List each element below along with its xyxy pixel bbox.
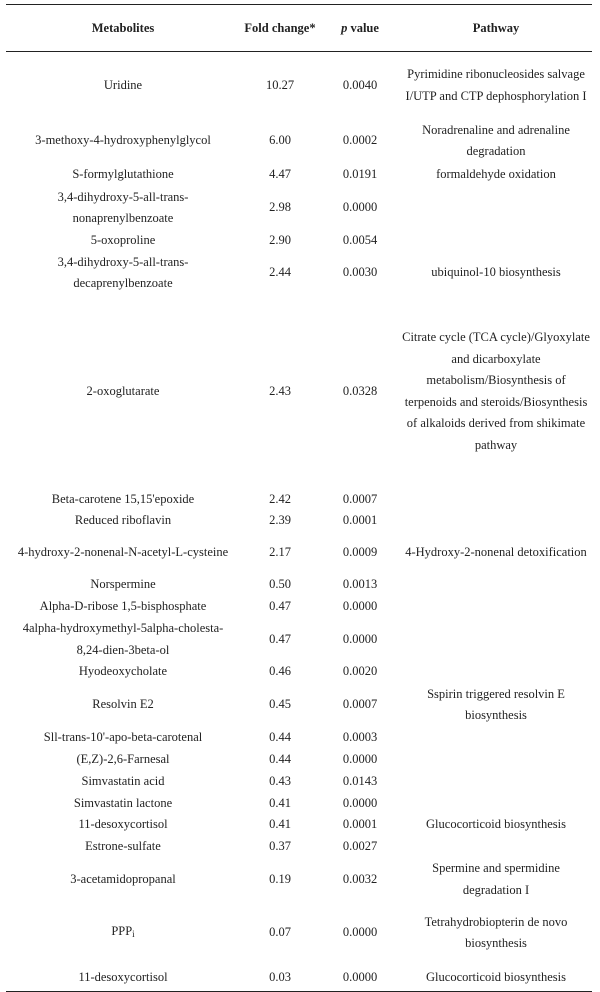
metabolite-cell (6, 187, 240, 230)
p-value-cell: 0.0027 (342, 839, 378, 854)
metabolite-name: Norspermine (90, 577, 156, 592)
header-metabolites: Metabolites (6, 5, 240, 52)
table-row (6, 574, 592, 596)
pathway-cell: Glucocorticoid biosynthesis (400, 965, 592, 991)
table-row (6, 836, 592, 858)
fold-change-cell: 0.46 (269, 664, 291, 679)
table-row (6, 532, 592, 574)
pathway-cell: Pyrimidine ribonucleosides salvage I/UTP and CTP dephosphorylation I (405, 67, 587, 103)
metabolite-cell (6, 120, 240, 163)
fold-change-cell: 2.39 (269, 513, 291, 528)
fold-change-cell: 6.00 (269, 133, 291, 148)
p-value-cell: 0.0007 (342, 491, 378, 506)
metabolite-cell (6, 510, 240, 532)
fold-change-cell: 2.43 (269, 383, 291, 398)
metabolite-name: (E,Z)-2,6-Farnesal (76, 751, 170, 766)
pathway-cell: 4-Hydroxy-2-nonenal detoxification (405, 545, 587, 560)
metabolite-cell (6, 814, 240, 836)
fold-change-cell: 0.41 (269, 795, 291, 810)
metabolite-name: PPP (111, 923, 133, 938)
table-row (6, 52, 592, 120)
fold-change-cell: 2.90 (269, 232, 291, 247)
metabolite-cell (6, 901, 240, 965)
fold-change-cell: 2.44 (269, 265, 291, 280)
table-body (6, 52, 592, 992)
pathway-cell: Glucocorticoid biosynthesis (426, 817, 566, 832)
table-row (6, 793, 592, 815)
fold-change-cell: 0.47 (269, 599, 291, 614)
header-p-italic: p (341, 21, 348, 35)
p-value-cell: 0.0000 (342, 599, 378, 614)
header-p-suffix: value (347, 21, 379, 35)
pathway-cell: Tetrahydrobiopterin de novo biosynthesis (424, 914, 568, 950)
p-value-cell: 0.0040 (342, 78, 378, 92)
fold-change-cell: 4.47 (269, 166, 291, 181)
metabolite-cell (6, 727, 240, 749)
p-value-cell: 0.0328 (342, 383, 378, 398)
metabolite-cell (6, 596, 240, 618)
p-value-cell: 0.0143 (342, 773, 378, 788)
metabolite-name: Hyodeoxycholate (78, 664, 168, 679)
metabolite-cell (6, 574, 240, 596)
metabolite-name: 5-oxoproline (90, 232, 156, 247)
fold-change-cell: 2.17 (269, 545, 291, 560)
table-row (6, 618, 592, 661)
table-row (6, 727, 592, 749)
metabolite-name: 3-methoxy-4-hydroxyphenylglycol (35, 133, 211, 148)
metabolite-cell (6, 836, 240, 858)
table-row (6, 163, 592, 187)
table-row (6, 120, 592, 163)
fold-change-cell: 2.98 (269, 200, 291, 215)
metabolite-cell (6, 858, 240, 901)
metabolite-name: Estrone-sulfate (85, 839, 161, 854)
metabolite-name: Sll-trans-10'-apo-beta-carotenal (43, 730, 203, 744)
pathway-cell: Noradrenaline and adrenaline degradation (422, 122, 570, 158)
metabolite-name: 4alpha-hydroxymethyl-5alpha-cholesta-8,24-dien-3beta-ol (22, 621, 224, 657)
metabolite-name: Alpha-D-ribose 1,5-bisphosphate (39, 599, 207, 614)
table-row (6, 965, 592, 991)
pathway-cell (400, 489, 592, 511)
metabolite-name: 3,4-dihydroxy-5-all-trans-decaprenylbenzoate (57, 254, 189, 290)
metabolite-name: 3,4-dihydroxy-5-all-trans-nonaprenylbenzoate (57, 189, 189, 225)
p-value-cell: 0.0003 (342, 730, 378, 744)
metabolite-cell (6, 661, 240, 683)
metabolite-cell (6, 793, 240, 815)
fold-change-cell: 0.07 (269, 925, 291, 940)
metabolite-cell (6, 252, 240, 295)
p-value-cell: 0.0054 (342, 232, 378, 247)
fold-change-cell: 10.27 (265, 78, 295, 92)
pathway-cell (400, 793, 592, 815)
fold-change-cell: 0.44 (269, 730, 291, 744)
fold-change-cell: 0.50 (269, 577, 291, 592)
metabolite-name: 3-acetamidopropanal (70, 871, 176, 886)
pathway-cell (400, 836, 592, 858)
metabolite-cell (6, 532, 240, 574)
metabolite-cell (6, 618, 240, 661)
p-value-cell: 0.0030 (342, 265, 378, 280)
metabolite-cell (6, 683, 240, 727)
p-value-cell: 0.0032 (342, 871, 378, 886)
table-row (6, 596, 592, 618)
metabolite-cell (6, 489, 240, 511)
pathway-cell: ubiquinol-10 biosynthesis (431, 265, 561, 280)
pathway-cell (400, 749, 592, 771)
metabolite-name: Simvastatin acid (81, 773, 165, 788)
metabolite-cell (6, 749, 240, 771)
metabolite-cell (6, 771, 240, 793)
p-value-cell: 0.0000 (342, 925, 378, 940)
table-row (6, 858, 592, 901)
pathway-cell (400, 187, 592, 230)
p-value-cell: 0.0009 (342, 545, 378, 560)
fold-change-cell: 2.42 (269, 491, 291, 506)
p-value-cell: 0.0007 (342, 697, 378, 712)
metabolite-cell (6, 965, 240, 991)
p-value-cell: 0.0002 (342, 133, 378, 148)
fold-change-cell: 0.43 (269, 773, 291, 788)
pathway-cell (400, 771, 592, 793)
table-row (6, 489, 592, 511)
metabolite-cell (6, 52, 240, 120)
fold-change-cell: 0.45 (269, 697, 291, 712)
pathway-cell (400, 574, 592, 596)
p-value-cell: 0.0191 (342, 166, 378, 181)
metabolite-name: 2-oxoglutarate (86, 383, 160, 398)
p-value-cell: 0.0000 (342, 795, 378, 810)
metabolite-cell (6, 163, 240, 187)
metabolite-name: 11-desoxycortisol (78, 817, 168, 832)
table-row (6, 252, 592, 295)
table-row (6, 230, 592, 252)
fold-change-cell: 0.44 (269, 751, 291, 766)
p-value-cell: 0.0000 (342, 751, 378, 766)
table-row (6, 187, 592, 230)
header-p-value (320, 5, 400, 52)
header-fold-change: Fold change* (240, 5, 320, 52)
table-row (6, 510, 592, 532)
fold-change-cell: 0.19 (269, 871, 291, 886)
p-value-cell: 0.0020 (342, 664, 378, 679)
metabolites-table (6, 4, 592, 992)
fold-change-cell: 0.47 (269, 631, 291, 646)
pathway-cell: Citrate cycle (TCA cycle)/Glyoxylate and dicarboxylate metabolism/Biosynthesis of terpenoids and steroids/Biosynthesis of alkaloids derived from shikimate pathway (402, 330, 590, 452)
pathway-cell (400, 618, 592, 661)
fold-change-cell: 0.41 (269, 817, 291, 832)
pathway-cell: Sspirin triggered resolvin E biosynthesis (427, 686, 565, 722)
table-row (6, 901, 592, 965)
p-value-cell: 0.0000 (342, 631, 378, 646)
pathway-cell (400, 596, 592, 618)
p-value-cell: 0.0001 (342, 817, 378, 832)
metabolite-name: 4-hydroxy-2-nonenal-N-acetyl-L-cysteine (17, 545, 229, 560)
metabolite-name: Resolvin E2 (92, 697, 154, 712)
table-row (6, 749, 592, 771)
metabolite-name: Beta-carotene 15,15'epoxide (51, 491, 195, 506)
table-row (6, 295, 592, 489)
table-row (6, 771, 592, 793)
metabolite-name: Simvastatin lactone (73, 795, 173, 810)
p-value-cell: 0.0000 (320, 965, 400, 991)
pathway-cell (400, 727, 592, 749)
metabolite-cell (6, 230, 240, 252)
metabolite-name: Uridine (103, 78, 143, 92)
pathway-cell (400, 510, 592, 532)
metabolite-name: 11-desoxycortisol (78, 970, 168, 984)
p-value-cell: 0.0000 (342, 200, 378, 215)
table-row (6, 661, 592, 683)
pathway-cell (400, 661, 592, 683)
pathway-cell: formaldehyde oxidation (436, 166, 556, 181)
header-pathway: Pathway (400, 5, 592, 52)
fold-change-cell: 0.37 (269, 839, 291, 854)
table-row (6, 814, 592, 836)
metabolite-name: S-formylglutathione (72, 166, 174, 181)
fold-change-cell: 0.03 (240, 965, 320, 991)
p-value-cell: 0.0013 (342, 577, 378, 592)
metabolite-cell (6, 295, 240, 489)
table-row (6, 683, 592, 727)
pathway-cell: Spermine and spermidine degradation I (432, 861, 560, 897)
p-value-cell: 0.0001 (342, 513, 378, 528)
metabolite-name: Reduced riboflavin (74, 513, 172, 528)
table-header (6, 5, 592, 52)
pathway-cell (400, 230, 592, 252)
metabolite-subscript: i (132, 928, 135, 939)
